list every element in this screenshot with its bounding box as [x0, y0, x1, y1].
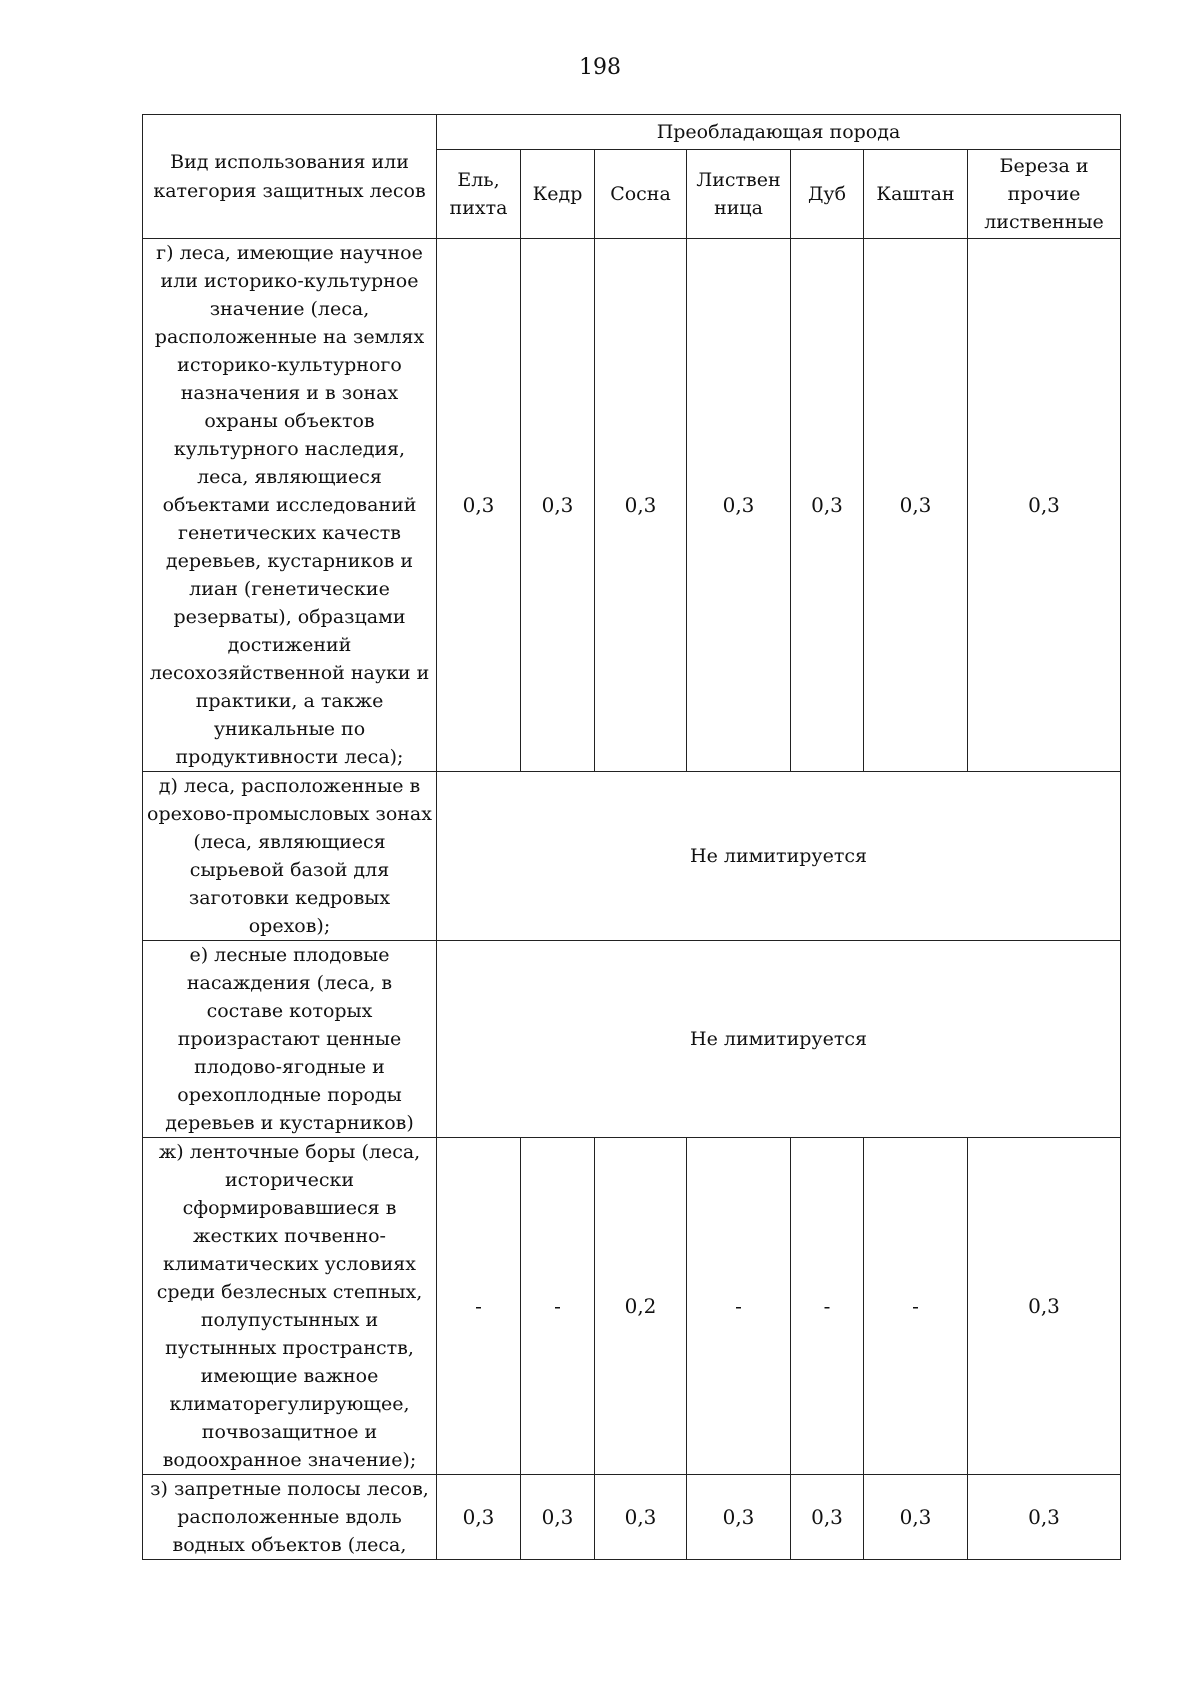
cell-value: 0,3: [968, 1475, 1121, 1560]
table-row: [143, 1138, 1121, 1475]
cell-value: 0,3: [437, 1475, 521, 1560]
row-category-e: е) лесные плодовые насаждения (леса, в составе которых произрастают ценные плодово-ягодные и орехоплодные породы деревьев и кустарников): [143, 941, 437, 1138]
cell-value: 0,3: [521, 1475, 595, 1560]
cell-value: -: [687, 1138, 791, 1475]
forest-use-table: [142, 114, 1121, 1560]
cell-value: 0,3: [968, 239, 1121, 772]
cell-value: 0,3: [968, 1138, 1121, 1475]
row-category-zh: ж) ленточные боры (леса, исторически сформировавшиеся в жестких почвенно-климатических условиях среди безлесных степных, полупустынных и пустынных пространств, имеющие важное климаторегулирующее, почвозащитное и водоохранное значение);: [143, 1138, 437, 1475]
cell-value: 0,3: [864, 1475, 968, 1560]
species-group-header: Преобладающая порода: [437, 115, 1121, 150]
cell-value: 0,3: [791, 1475, 864, 1560]
species-header-spruce-fir: Ель, пихта: [437, 150, 521, 239]
table-row: [143, 1475, 1121, 1560]
row-category-d: д) леса, расположенные в орехово-промысловых зонах (леса, являющиеся сырьевой базой для заготовки кедровых орехов);: [143, 772, 437, 941]
species-header-cedar: Кедр: [521, 150, 595, 239]
cell-value: 0,3: [687, 1475, 791, 1560]
cell-value: 0,2: [595, 1138, 687, 1475]
species-header-larch: Листвен ница: [687, 150, 791, 239]
species-header-birch-deciduous: Береза и прочие лиственные: [968, 150, 1121, 239]
merged-value-cell: Не лимитируется: [437, 772, 1121, 941]
cell-value: 0,3: [687, 239, 791, 772]
species-header-pine: Сосна: [595, 150, 687, 239]
species-header-oak: Дуб: [791, 150, 864, 239]
header-row-1: [143, 115, 1121, 150]
row-category-z: з) запретные полосы лесов, расположенные вдоль водных объектов (леса,: [143, 1475, 437, 1560]
cell-value: 0,3: [437, 239, 521, 772]
cell-value: 0,3: [595, 1475, 687, 1560]
table-row: [143, 941, 1121, 1138]
cell-value: 0,3: [595, 239, 687, 772]
table-row: [143, 239, 1121, 772]
table-row: [143, 772, 1121, 941]
category-column-header: Вид использования или категория защитных лесов: [143, 115, 437, 239]
cell-value: -: [791, 1138, 864, 1475]
cell-value: 0,3: [521, 239, 595, 772]
species-header-chestnut: Каштан: [864, 150, 968, 239]
row-category-g: г) леса, имеющие научное или историко-культурное значение (леса, расположенные на землях историко-культурного назначения и в зонах охраны объектов культурного наследия, леса, являющиеся объектами исследований генетических качеств деревьев, кустарников и лиан (генетические резерваты), образцами достижений лесохозяйственной науки и практики, а также уникальные по продуктивности леса);: [143, 239, 437, 772]
page-number: 198: [579, 55, 621, 80]
cell-value: 0,3: [864, 239, 968, 772]
cell-value: -: [864, 1138, 968, 1475]
cell-value: 0,3: [791, 239, 864, 772]
cell-value: -: [521, 1138, 595, 1475]
merged-value-cell: Не лимитируется: [437, 941, 1121, 1138]
cell-value: -: [437, 1138, 521, 1475]
